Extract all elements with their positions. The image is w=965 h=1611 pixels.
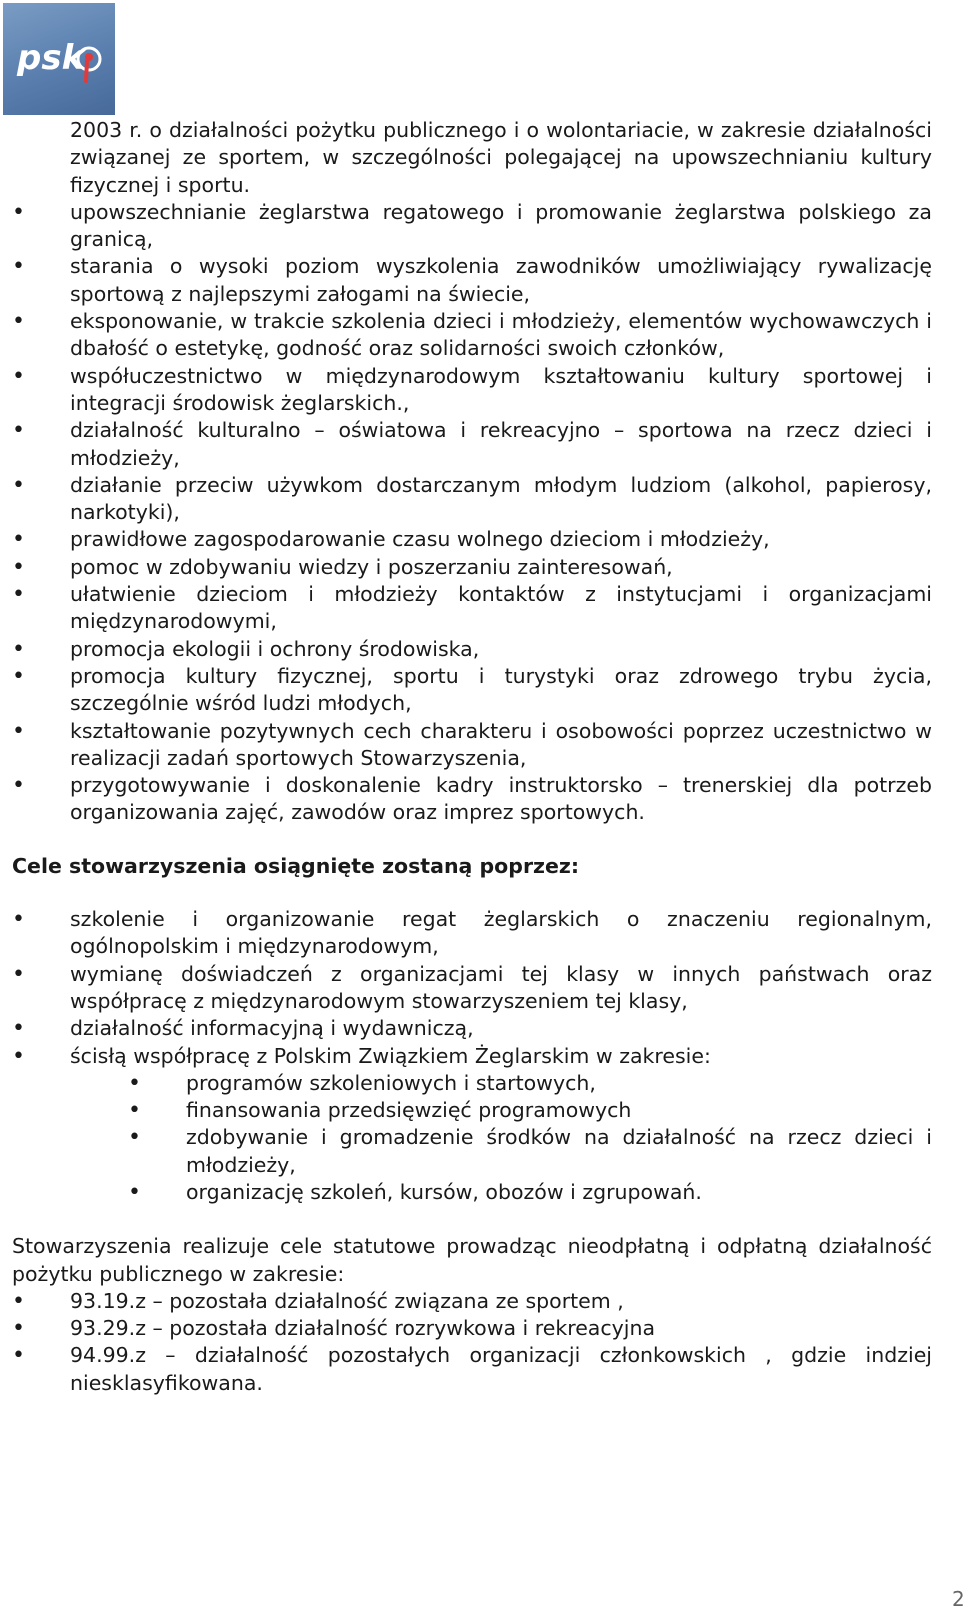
list-item: • działanie przeciw używkom dostarczanym młodym ludziom (alkohol, papierosy, narkotyki), <box>12 472 932 525</box>
bullet-icon: • <box>128 1125 141 1151</box>
bullet-icon: • <box>12 363 25 389</box>
bullet-icon: • <box>12 418 25 444</box>
logo-text: psk <box>17 38 85 78</box>
sub-list-item: • organizację szkoleń, kursów, obozów i zgrupowań. <box>128 1179 702 1205</box>
spacer <box>12 1206 932 1233</box>
bullet-icon: • <box>12 1316 25 1342</box>
sub-list-item: • zdobywanie i gromadzenie środków na działalność na rzecz dzieci i młodzieży, <box>128 1125 932 1177</box>
list-item: • 93.29.z – pozostała działalność rozrywkowa i rekreacyjna <box>12 1316 656 1342</box>
means-sublist <box>12 1070 932 1206</box>
list-item: • współuczestnictwo w międzynarodowym kształtowaniu kultury sportowej i integracji środowisk żeglarskich., <box>12 363 932 415</box>
list-item: • 94.99.z – działalność pozostałych organizacji członkowskich , gdzie indziej niesklasyfikowana. <box>12 1343 932 1395</box>
list-item: • wymianę doświadczeń z organizacjami tej klasy w innych państwach oraz współpracę z międzynarodowym stowarzyszeniem tej klasy, <box>12 961 932 1013</box>
organization-logo <box>3 3 115 115</box>
document-body <box>12 117 932 1397</box>
means-list <box>12 906 932 1070</box>
bullet-icon: • <box>12 582 25 608</box>
bullet-icon: • <box>12 961 25 987</box>
list-item: • szkolenie i organizowanie regat żeglarskich o znaczeniu regionalnym, ogólnopolskim i międzynarodowym, <box>12 907 932 959</box>
means-heading: Cele stowarzyszenia osiągnięte zostaną poprzez: <box>12 853 580 878</box>
bullet-icon: • <box>12 636 25 662</box>
list-item: • 93.19.z – pozostała działalność związana ze sportem , <box>12 1288 624 1314</box>
bullet-icon: • <box>128 1179 141 1205</box>
bullet-icon: • <box>12 254 25 280</box>
list-item: • pomoc w zdobywaniu wiedzy i poszerzaniu zainteresowań, <box>12 554 673 580</box>
psk-logo-icon <box>3 3 115 115</box>
bullet-icon: • <box>12 1288 25 1314</box>
bullet-icon: • <box>128 1098 141 1124</box>
list-item: • działalność kulturalno – oświatowa i rekreacyjno – sportowa na rzecz dzieci i młodzieży, <box>12 418 932 470</box>
list-item: • starania o wysoki poziom wyszkolenia zawodników umożliwiający rywalizację sportową z najlepszymi załogami na świecie, <box>12 254 932 306</box>
bullet-icon: • <box>12 472 25 498</box>
bullet-icon: • <box>12 1343 25 1369</box>
bullet-icon: • <box>12 554 25 580</box>
bullet-icon: • <box>128 1070 141 1096</box>
bullet-icon: • <box>12 199 25 225</box>
bullet-icon: • <box>12 1043 25 1069</box>
goals-list <box>12 199 932 827</box>
bullet-icon: • <box>12 907 25 933</box>
bullet-icon: • <box>12 309 25 335</box>
pkd-intro-paragraph: Stowarzyszenia realizuje cele statutowe prowadząc nieodpłatną i odpłatną działalność pożytku publicznego w zakresie: <box>12 1234 932 1286</box>
pkd-list <box>12 1288 932 1397</box>
bullet-icon: • <box>12 663 25 689</box>
bullet-icon: • <box>12 527 25 553</box>
sub-list-item: • finansowania przedsięwzięć programowych <box>128 1098 632 1124</box>
bullet-icon: • <box>12 773 25 799</box>
intro-paragraph: 2003 r. o działalności pożytku publicznego i o wolontariacie, w zakresie działalności związanej ze sportem, w szczególności polegającej na upowszechnianiu kultury fizycznej i sportu. <box>70 118 932 197</box>
list-item: • przygotowywanie i doskonalenie kadry instruktorsko – trenerskiej dla potrzeb organizowania zajęć, zawodów oraz imprez sportowych. <box>12 773 932 825</box>
list-item: • promocja kultury fizycznej, sportu i turystyki oraz zdrowego trybu życia, szczególnie wśród ludzi młodych, <box>12 663 932 716</box>
list-item: • ścisłą współpracę z Polskim Związkiem Żeglarskim w zakresie: <box>12 1043 711 1069</box>
list-item: • kształtowanie pozytywnych cech charakteru i osobowości poprzez uczestnictwo w realizacji zadań sportowych Stowarzyszenia, <box>12 718 932 770</box>
bullet-icon: • <box>12 718 25 744</box>
page-number: 2 <box>952 1587 965 1611</box>
list-item: • prawidłowe zagospodarowanie czasu wolnego dzieciom i młodzieży, <box>12 527 770 553</box>
bullet-icon: • <box>12 1016 25 1042</box>
list-item: • upowszechnianie żeglarstwa regatowego i promowanie żeglarstwa polskiego za granicą, <box>12 199 932 252</box>
list-item: • działalność informacyjną i wydawniczą, <box>12 1016 474 1042</box>
sub-list-item: • programów szkoleniowych i startowych, <box>128 1070 596 1096</box>
list-item: • eksponowanie, w trakcie szkolenia dzieci i młodzieży, elementów wychowawczych i dbałość o estetykę, godność oraz solidarności swoich członków, <box>12 309 932 361</box>
list-item: • ułatwienie dzieciom i młodzieży kontaktów z instytucjami i organizacjami międzynarodowymi, <box>12 582 932 634</box>
list-item: • promocja ekologii i ochrony środowiska, <box>12 636 480 662</box>
